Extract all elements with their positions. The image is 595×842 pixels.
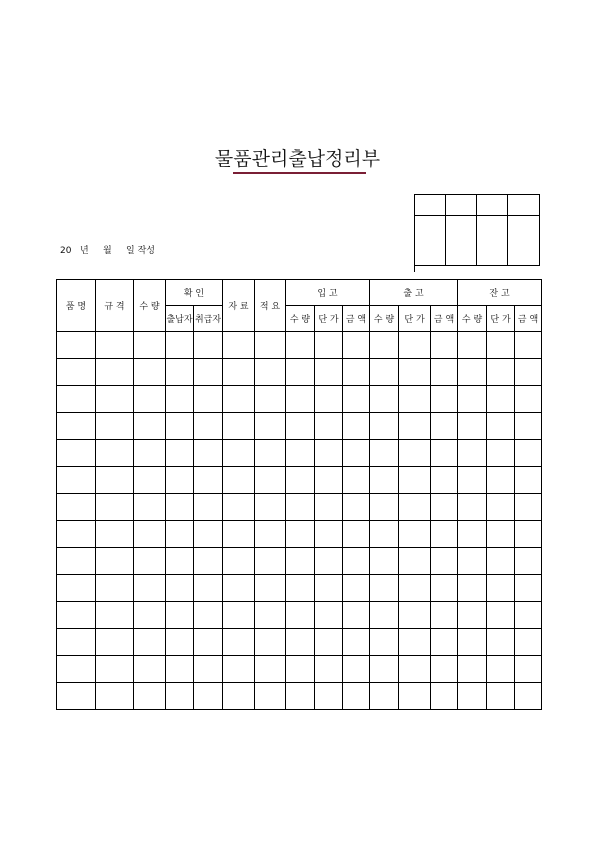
table-cell[interactable] [370,629,399,656]
table-cell[interactable] [57,683,96,710]
table-cell[interactable] [458,521,487,548]
table-cell[interactable] [431,440,458,467]
table-cell[interactable] [194,440,223,467]
header-release-qty: 수 량 [370,306,399,332]
table-row [57,602,542,629]
header-category: 자 료 [223,280,255,332]
table-cell[interactable] [487,575,515,602]
table-cell[interactable] [431,332,458,359]
header-item-name: 품 명 [57,280,96,332]
table-cell[interactable] [315,386,343,413]
header-release-amount: 금 액 [431,306,458,332]
table-cell[interactable] [487,440,515,467]
table-cell[interactable] [515,521,542,548]
table-cell[interactable] [223,467,255,494]
table-cell[interactable] [166,602,194,629]
table-cell[interactable] [194,548,223,575]
table-cell[interactable] [134,494,166,521]
table-cell[interactable] [399,413,431,440]
table-cell[interactable] [315,359,343,386]
table-cell[interactable] [515,413,542,440]
table-cell[interactable] [57,575,96,602]
header-remarks: 적 요 [255,280,286,332]
table-cell[interactable] [431,629,458,656]
table-cell[interactable] [370,521,399,548]
table-cell[interactable] [286,656,315,683]
table-cell[interactable] [399,575,431,602]
table-row [57,683,542,710]
table-cell[interactable] [134,332,166,359]
table-cell[interactable] [57,359,96,386]
table-cell[interactable] [370,494,399,521]
table-cell[interactable] [286,467,315,494]
table-cell[interactable] [487,602,515,629]
ledger-table [56,279,542,710]
table-cell[interactable] [286,494,315,521]
header-balance-qty: 수 량 [458,306,487,332]
table-cell[interactable] [399,602,431,629]
table-cell[interactable] [399,359,431,386]
table-cell[interactable] [343,521,370,548]
table-cell[interactable] [166,440,194,467]
table-cell[interactable] [431,386,458,413]
table-cell[interactable] [57,548,96,575]
table-cell[interactable] [515,494,542,521]
table-cell[interactable] [96,359,134,386]
table-cell[interactable] [343,575,370,602]
table-cell[interactable] [57,440,96,467]
table-cell[interactable] [57,467,96,494]
table-cell[interactable] [399,494,431,521]
table-cell[interactable] [286,332,315,359]
table-cell[interactable] [370,656,399,683]
table-cell[interactable] [166,521,194,548]
approval-cell[interactable] [508,195,540,216]
table-cell[interactable] [515,683,542,710]
table-cell[interactable] [431,413,458,440]
header-confirm: 확 인 [166,280,223,306]
table-cell[interactable] [370,332,399,359]
table-cell[interactable] [194,359,223,386]
table-cell[interactable] [194,629,223,656]
table-cell[interactable] [134,575,166,602]
table-cell[interactable] [515,386,542,413]
table-cell[interactable] [515,548,542,575]
document-title: 물품관리출납정리부 [214,148,381,170]
table-row [57,548,542,575]
table-cell[interactable] [343,386,370,413]
header-release-price: 단 가 [399,306,431,332]
approval-box [414,194,540,272]
table-cell[interactable] [255,359,286,386]
table-cell[interactable] [134,413,166,440]
table-cell[interactable] [487,386,515,413]
table-cell[interactable] [166,548,194,575]
table-cell[interactable] [134,386,166,413]
table-cell[interactable] [96,440,134,467]
table-cell[interactable] [96,494,134,521]
table-cell[interactable] [286,575,315,602]
table-cell[interactable] [487,656,515,683]
table-cell[interactable] [431,467,458,494]
table-cell[interactable] [343,359,370,386]
table-cell[interactable] [166,494,194,521]
header-receipt-qty: 수 량 [286,306,315,332]
table-cell[interactable] [223,548,255,575]
table-cell[interactable] [286,359,315,386]
table-cell[interactable] [343,683,370,710]
table-cell[interactable] [255,413,286,440]
table-cell[interactable] [431,359,458,386]
table-cell[interactable] [515,602,542,629]
table-cell[interactable] [431,548,458,575]
header-receipt-amount: 금 액 [343,306,370,332]
table-cell[interactable] [487,494,515,521]
header-balance-price: 단 가 [487,306,515,332]
table-cell[interactable] [431,575,458,602]
table-row [57,413,542,440]
table-cell[interactable] [315,656,343,683]
table-cell[interactable] [194,494,223,521]
table-cell[interactable] [255,332,286,359]
table-cell[interactable] [255,521,286,548]
table-cell[interactable] [399,467,431,494]
table-cell[interactable] [343,629,370,656]
table-row [57,332,542,359]
table-cell[interactable] [194,386,223,413]
table-cell[interactable] [96,575,134,602]
table-cell[interactable] [487,332,515,359]
approval-sign-cell[interactable] [446,216,477,266]
table-cell[interactable] [370,602,399,629]
approval-sign-cell[interactable] [508,216,540,266]
header-receipt-price: 단 가 [315,306,343,332]
table-cell[interactable] [134,359,166,386]
table-cell[interactable] [458,359,487,386]
table-cell[interactable] [487,521,515,548]
table-cell[interactable] [223,413,255,440]
table-cell[interactable] [399,548,431,575]
table-cell[interactable] [96,467,134,494]
date-line: 20 년 월 일 작성 [60,246,155,256]
table-cell[interactable] [399,332,431,359]
table-cell[interactable] [343,602,370,629]
table-cell[interactable] [96,521,134,548]
table-cell[interactable] [315,521,343,548]
table-cell[interactable] [223,629,255,656]
table-cell[interactable] [343,413,370,440]
table-cell[interactable] [487,629,515,656]
approval-footer [415,266,540,273]
table-cell[interactable] [343,494,370,521]
table-cell[interactable] [399,683,431,710]
table-cell[interactable] [431,683,458,710]
table-cell[interactable] [166,467,194,494]
table-cell[interactable] [370,440,399,467]
table-cell[interactable] [223,521,255,548]
table-cell[interactable] [343,467,370,494]
title-underline [233,172,366,174]
header-balance: 잔 고 [458,280,542,306]
table-cell[interactable] [315,440,343,467]
table-row [57,386,542,413]
table-cell[interactable] [399,440,431,467]
table-cell[interactable] [255,494,286,521]
table-cell[interactable] [515,359,542,386]
table-cell[interactable] [370,683,399,710]
table-cell[interactable] [343,656,370,683]
table-cell[interactable] [487,548,515,575]
table-cell[interactable] [255,548,286,575]
table-cell[interactable] [96,629,134,656]
table-cell[interactable] [223,440,255,467]
table-row [57,656,542,683]
ledger-body [57,332,542,710]
table-cell[interactable] [255,656,286,683]
table-cell[interactable] [458,575,487,602]
table-cell[interactable] [487,683,515,710]
table-cell[interactable] [370,548,399,575]
table-cell[interactable] [431,521,458,548]
table-cell[interactable] [315,683,343,710]
table-cell[interactable] [57,656,96,683]
table-cell[interactable] [458,656,487,683]
table-cell[interactable] [458,629,487,656]
table-cell[interactable] [194,332,223,359]
table-row [57,575,542,602]
table-cell[interactable] [370,359,399,386]
table-cell[interactable] [57,413,96,440]
table-cell[interactable] [399,629,431,656]
header-quantity: 수 량 [134,280,166,332]
approval-sign-cell[interactable] [477,216,508,266]
table-cell[interactable] [286,413,315,440]
table-cell[interactable] [166,413,194,440]
table-cell[interactable] [515,467,542,494]
table-row [57,629,542,656]
header-release: 출 고 [370,280,458,306]
table-cell[interactable] [431,494,458,521]
table-row [57,494,542,521]
table-cell[interactable] [223,683,255,710]
table-cell[interactable] [315,467,343,494]
table-cell[interactable] [57,332,96,359]
table-cell[interactable] [458,602,487,629]
table-cell[interactable] [134,629,166,656]
table-cell[interactable] [96,413,134,440]
table-cell[interactable] [255,386,286,413]
table-row [57,440,542,467]
table-cell[interactable] [343,440,370,467]
header-spec: 규 격 [96,280,134,332]
table-cell[interactable] [370,413,399,440]
table-cell[interactable] [370,575,399,602]
table-cell[interactable] [315,332,343,359]
table-cell[interactable] [286,683,315,710]
table-cell[interactable] [166,386,194,413]
table-cell[interactable] [399,386,431,413]
table-cell[interactable] [458,494,487,521]
approval-cell[interactable] [446,195,477,216]
table-cell[interactable] [515,629,542,656]
table-cell[interactable] [343,548,370,575]
table-cell[interactable] [96,683,134,710]
table-cell[interactable] [96,386,134,413]
table-cell[interactable] [458,332,487,359]
table-cell[interactable] [399,521,431,548]
table-cell[interactable] [134,548,166,575]
table-cell[interactable] [223,575,255,602]
table-cell[interactable] [166,575,194,602]
table-cell[interactable] [194,575,223,602]
table-cell[interactable] [194,602,223,629]
table-cell[interactable] [515,575,542,602]
table-cell[interactable] [134,521,166,548]
table-cell[interactable] [96,602,134,629]
table-cell[interactable] [515,656,542,683]
table-row [57,521,542,548]
table-cell[interactable] [255,683,286,710]
table-cell[interactable] [487,413,515,440]
table-cell[interactable] [223,494,255,521]
table-cell[interactable] [255,467,286,494]
table-cell[interactable] [286,629,315,656]
table-cell[interactable] [315,602,343,629]
table-cell[interactable] [57,629,96,656]
table-cell[interactable] [166,683,194,710]
table-cell[interactable] [194,413,223,440]
table-cell[interactable] [96,548,134,575]
table-cell[interactable] [166,359,194,386]
table-cell[interactable] [57,386,96,413]
table-cell[interactable] [487,467,515,494]
table-cell[interactable] [286,386,315,413]
table-cell[interactable] [223,656,255,683]
table-cell[interactable] [57,602,96,629]
table-cell[interactable] [223,332,255,359]
table-cell[interactable] [458,683,487,710]
approval-cell[interactable] [415,195,446,216]
table-cell[interactable] [399,656,431,683]
header-receipt: 입 고 [286,280,370,306]
table-cell[interactable] [166,629,194,656]
table-cell[interactable] [458,413,487,440]
header-balance-amount: 금 액 [515,306,542,332]
table-cell[interactable] [255,440,286,467]
table-cell[interactable] [370,467,399,494]
table-cell[interactable] [134,656,166,683]
table-cell[interactable] [431,602,458,629]
table-cell[interactable] [134,467,166,494]
table-cell[interactable] [255,575,286,602]
table-cell[interactable] [315,548,343,575]
table-cell[interactable] [315,413,343,440]
table-cell[interactable] [255,602,286,629]
table-cell[interactable] [134,602,166,629]
table-cell[interactable] [57,494,96,521]
table-cell[interactable] [286,602,315,629]
table-cell[interactable] [315,629,343,656]
table-row [57,359,542,386]
table-cell[interactable] [343,332,370,359]
table-row [57,467,542,494]
table-cell[interactable] [315,494,343,521]
table-cell[interactable] [487,359,515,386]
table-cell[interactable] [166,656,194,683]
table-cell[interactable] [194,467,223,494]
table-cell[interactable] [255,629,286,656]
table-cell[interactable] [57,521,96,548]
table-cell[interactable] [458,386,487,413]
table-cell[interactable] [458,440,487,467]
table-cell[interactable] [223,602,255,629]
table-cell[interactable] [370,386,399,413]
approval-cell[interactable] [477,195,508,216]
table-cell[interactable] [166,332,194,359]
table-cell[interactable] [96,332,134,359]
table-cell[interactable] [96,656,134,683]
header-handler: 취급자 [194,306,223,332]
table-cell[interactable] [515,332,542,359]
table-cell[interactable] [458,467,487,494]
table-cell[interactable] [286,548,315,575]
table-cell[interactable] [223,359,255,386]
table-cell[interactable] [286,521,315,548]
table-cell[interactable] [134,440,166,467]
table-cell[interactable] [223,386,255,413]
table-cell[interactable] [286,440,315,467]
table-cell[interactable] [194,521,223,548]
table-cell[interactable] [194,683,223,710]
table-cell[interactable] [458,548,487,575]
header-cashier: 출납자 [166,306,194,332]
table-cell[interactable] [134,683,166,710]
table-cell[interactable] [315,575,343,602]
table-cell[interactable] [194,656,223,683]
table-cell[interactable] [431,656,458,683]
table-cell[interactable] [515,440,542,467]
approval-sign-cell[interactable] [415,216,446,266]
